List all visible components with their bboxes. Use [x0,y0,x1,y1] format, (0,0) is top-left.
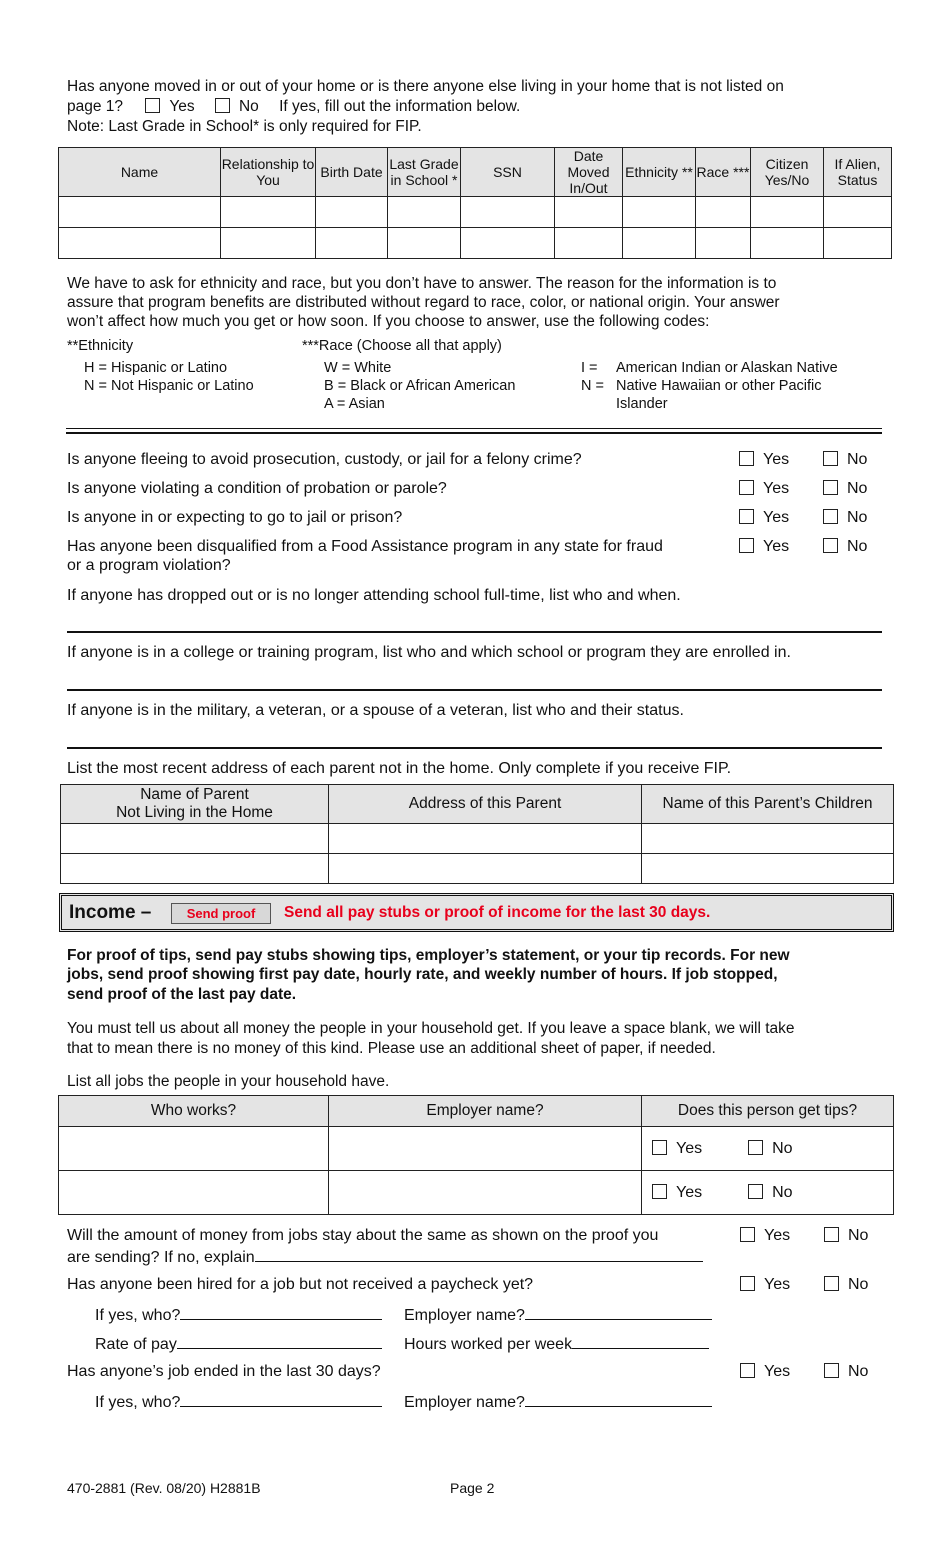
ethnicity-n: N = Not Hispanic or Latino [84,378,254,394]
yes-label: Yes [763,451,790,468]
jail-no-checkbox[interactable] [823,509,838,524]
probation-no-checkbox[interactable] [823,480,838,495]
no-label: No [847,451,868,468]
yes-label: Yes [763,480,790,497]
ended-employer-label: Employer name? [404,1394,525,1411]
col-birth-date: Birth Date [316,148,388,197]
no-label: No [848,1276,869,1293]
ended-who-row [95,1392,382,1412]
hired-yes-checkbox[interactable] [740,1276,755,1291]
tips-yes-checkbox[interactable] [652,1140,667,1155]
form-id: 470-2881 (Rev. 08/20) H2881B [67,1480,261,1496]
disqualified-no-option [823,538,867,556]
table-cell[interactable] [316,197,388,228]
col-race: Race *** [696,148,751,197]
fleeing-no-option [823,451,867,469]
income-banner-text: Send all pay stubs or proof of income for the last 30 days. [284,904,711,921]
intro-note: Note: Last Grade in School* is only required for FIP. [67,118,422,135]
rate-field[interactable] [177,1334,382,1349]
intro-line-2 [67,98,520,116]
col-name: Name [59,148,221,197]
table-cell[interactable] [642,854,894,884]
hired-who-row [95,1305,382,1325]
same-amount-yes-checkbox[interactable] [740,1227,755,1242]
proof-line-3: send proof of the last pay date. [67,986,297,1003]
divider [66,428,882,429]
tips-no-checkbox[interactable] [748,1184,763,1199]
hired-yes-option [740,1276,790,1294]
rate-label: Rate of pay [95,1336,177,1353]
col-tips: Does this person get tips? [642,1096,894,1127]
tips-cell [642,1127,894,1171]
table-cell[interactable] [221,228,316,259]
table-cell[interactable] [61,824,329,854]
parent-header-row [61,785,894,824]
question-fleeing: Is anyone fleeing to avoid prosecution, custody, or jail for a felony crime? [67,451,582,468]
ended-no-option [824,1363,868,1381]
table-cell[interactable] [329,824,642,854]
table-cell[interactable] [696,228,751,259]
table-cell[interactable] [329,1171,642,1215]
table-cell[interactable] [316,228,388,259]
table-cell[interactable] [461,228,555,259]
jobs-table [58,1095,894,1215]
table-cell[interactable] [221,197,316,228]
hired-employer-label: Employer name? [404,1307,525,1324]
jobs-header-row [59,1096,894,1127]
race-i: American Indian or Alaskan Native [616,360,838,376]
proof-line-1: For proof of tips, send pay stubs showing tips, employer’s statement, or your tip records. For new [67,947,790,964]
table-cell[interactable] [388,197,461,228]
col-who-works: Who works? [59,1096,329,1127]
no-label: No [847,480,868,497]
race-n-1: Native Hawaiian or other Pacific [616,378,822,394]
income-banner [59,893,894,932]
table-cell[interactable] [329,854,642,884]
ended-who-field[interactable] [180,1392,382,1407]
no-label: No [847,538,868,555]
table-row [59,1171,894,1215]
ethnicity-h: H = Hispanic or Latino [84,360,228,376]
parent-table [60,784,894,884]
tips-no-checkbox[interactable] [748,1140,763,1155]
table-cell[interactable] [824,228,892,259]
intro-page-label: page 1? [67,98,124,115]
col-last-grade: Last Grade in School * [388,148,461,197]
explain-field[interactable] [255,1247,703,1262]
dropout-prompt: If anyone has dropped out or is no longer attending school full-time, list who and when. [67,587,681,604]
col-employer: Employer name? [329,1096,642,1127]
divider [66,432,882,434]
same-amount-yes-option [740,1227,790,1245]
military-prompt: If anyone is in the military, a veteran, or a spouse of a veteran, list who and their status. [67,702,684,719]
table-cell[interactable] [555,228,623,259]
tips-yes-checkbox[interactable] [652,1184,667,1199]
col-ssn: SSN [461,148,555,197]
ended-employer-field[interactable] [525,1392,712,1407]
question-disqualified-2: or a program violation? [67,557,231,574]
hired-no-option [824,1276,868,1294]
moved-no-checkbox[interactable] [215,98,230,113]
table-row [61,824,894,854]
ended-yes-option [740,1363,790,1381]
hours-row [404,1334,709,1354]
yes-label: Yes [764,1227,791,1244]
probation-yes-option [739,480,789,498]
hired-no-checkbox[interactable] [824,1276,839,1291]
table-cell[interactable] [824,197,892,228]
dropout-answer-line[interactable] [67,631,882,633]
col-parent-name [61,785,329,824]
race-a: A = Asian [324,396,385,412]
col-citizen: Citizen Yes/No [751,148,824,197]
yes-label: Yes [676,1140,703,1157]
yes-label: Yes [764,1363,791,1380]
table-cell[interactable] [623,197,696,228]
race-n-code: N = [581,378,604,394]
jail-yes-option [739,509,789,527]
hired-employer-field[interactable] [525,1305,712,1320]
col-relationship: Relationship to You [221,148,316,197]
no-label: No [772,1140,793,1157]
proof-line-2: jobs, send proof showing first pay date, hourly rate, and weekly number of hours. If job stopped, [67,966,778,983]
rate-row [95,1334,382,1354]
same-amount-explain-label: are sending? If no, explain [67,1249,255,1266]
fleeing-yes-option [739,451,789,469]
yes-label: Yes [764,1276,791,1293]
hours-label: Hours worked per week [404,1336,573,1353]
hired-who-field[interactable] [180,1305,382,1320]
col-parent-name-line-1: Name of Parent [140,786,249,803]
same-amount-question-1: Will the amount of money from jobs stay about the same as shown on the proof you [67,1227,659,1244]
probation-yes-checkbox[interactable] [739,480,754,495]
table-row [59,197,892,228]
tell-line-1: You must tell us about all money the people in your household get. If you leave a space blank, we will take [67,1020,795,1037]
parent-intro: List the most recent address of each parent not in the home. Only complete if you receive FIP. [67,760,732,777]
yes-label: Yes [763,509,790,526]
disqualified-yes-option [739,538,789,556]
no-label: No [772,1184,793,1201]
table-row [59,1127,894,1171]
race-n-2: Islander [616,396,668,412]
race-b: B = Black or African American [324,378,516,394]
col-parent-address: Address of this Parent [329,785,642,824]
ended-no-checkbox[interactable] [824,1363,839,1378]
same-amount-no-option [824,1227,868,1245]
disqualified-yes-checkbox[interactable] [739,538,754,553]
same-amount-no-checkbox[interactable] [824,1227,839,1242]
ethnicity-para-1: We have to ask for ethnicity and race, but you don’t have to answer. The reason for the information is to [67,275,777,292]
col-alien-status: If Alien, Status [824,148,892,197]
no-label: No [848,1227,869,1244]
col-parent-children: Name of this Parent’s Children [642,785,894,824]
college-prompt: If anyone is in a college or training program, list who and which school or program they are enrolled in. [67,644,791,661]
college-answer-line[interactable] [67,689,882,691]
race-i-code: I = [581,360,598,376]
ended-yes-checkbox[interactable] [740,1363,755,1378]
question-probation: Is anyone violating a condition of probation or parole? [67,480,447,497]
moved-no-label: No [238,98,259,115]
table-cell[interactable] [59,1127,329,1171]
same-amount-question-2 [67,1247,703,1267]
page-number: Page 2 [450,1480,495,1496]
disqualified-no-checkbox[interactable] [823,538,838,553]
hired-employer-row [404,1305,712,1325]
moved-yes-checkbox[interactable] [145,98,160,113]
probation-no-option [823,480,867,498]
question-disqualified-1: Has anyone been disqualified from a Food Assistance program in any state for fraud [67,538,663,555]
hours-field[interactable] [572,1334,709,1349]
ended-question: Has anyone’s job ended in the last 30 days? [67,1363,381,1380]
hired-question: Has anyone been hired for a job but not received a paycheck yet? [67,1276,534,1293]
table-cell[interactable] [329,1127,642,1171]
tell-line-2: that to mean there is no money of this kind. Please use an additional sheet of paper, if needed. [67,1040,716,1057]
household-table [58,147,892,259]
hired-who-label: If yes, who? [95,1307,181,1324]
table-cell[interactable] [59,197,221,228]
ethnicity-para-2: assure that program benefits are distributed without regard to race, color, or national origin. Your answer [67,294,780,311]
question-jail: Is anyone in or expecting to go to jail or prison? [67,509,403,526]
fleeing-no-checkbox[interactable] [823,451,838,466]
table-row [61,854,894,884]
table-row [59,228,892,259]
table-cell[interactable] [461,197,555,228]
ethnicity-para-3: won’t affect how much you get or how soon. If you choose to answer, use the following codes: [67,313,710,330]
jobs-intro: List all jobs the people in your household have. [67,1073,390,1090]
col-date-moved: Date Moved In/Out [555,148,623,197]
intro-suffix: If yes, fill out the information below. [279,98,521,115]
tips-cell [642,1171,894,1215]
table-cell[interactable] [59,228,221,259]
intro-line-1: Has anyone moved in or out of your home or is there anyone else living in your home that is not listed on [67,78,784,95]
table-cell[interactable] [61,854,329,884]
no-label: No [847,509,868,526]
table-cell[interactable] [751,228,824,259]
household-header-row [59,148,892,197]
jail-no-option [823,509,867,527]
table-cell[interactable] [751,197,824,228]
yes-label: Yes [763,538,790,555]
table-cell[interactable] [696,197,751,228]
military-answer-line[interactable] [67,747,882,749]
race-w: W = White [324,360,392,376]
table-cell[interactable] [642,824,894,854]
table-cell[interactable] [388,228,461,259]
table-cell[interactable] [59,1171,329,1215]
send-proof-badge: Send proof [171,903,271,924]
income-title: Income – [69,902,152,923]
no-label: No [848,1363,869,1380]
race-label: ***Race (Choose all that apply) [302,338,502,354]
fleeing-yes-checkbox[interactable] [739,451,754,466]
moved-yes-label: Yes [169,98,195,115]
table-cell[interactable] [555,197,623,228]
col-ethnicity: Ethnicity ** [623,148,696,197]
table-cell[interactable] [623,228,696,259]
yes-label: Yes [676,1184,703,1201]
jail-yes-checkbox[interactable] [739,509,754,524]
ended-employer-row [404,1392,712,1412]
ended-who-label: If yes, who? [95,1394,181,1411]
ethnicity-label: **Ethnicity [67,338,134,354]
col-parent-name-line-2: Not Living in the Home [116,804,273,821]
